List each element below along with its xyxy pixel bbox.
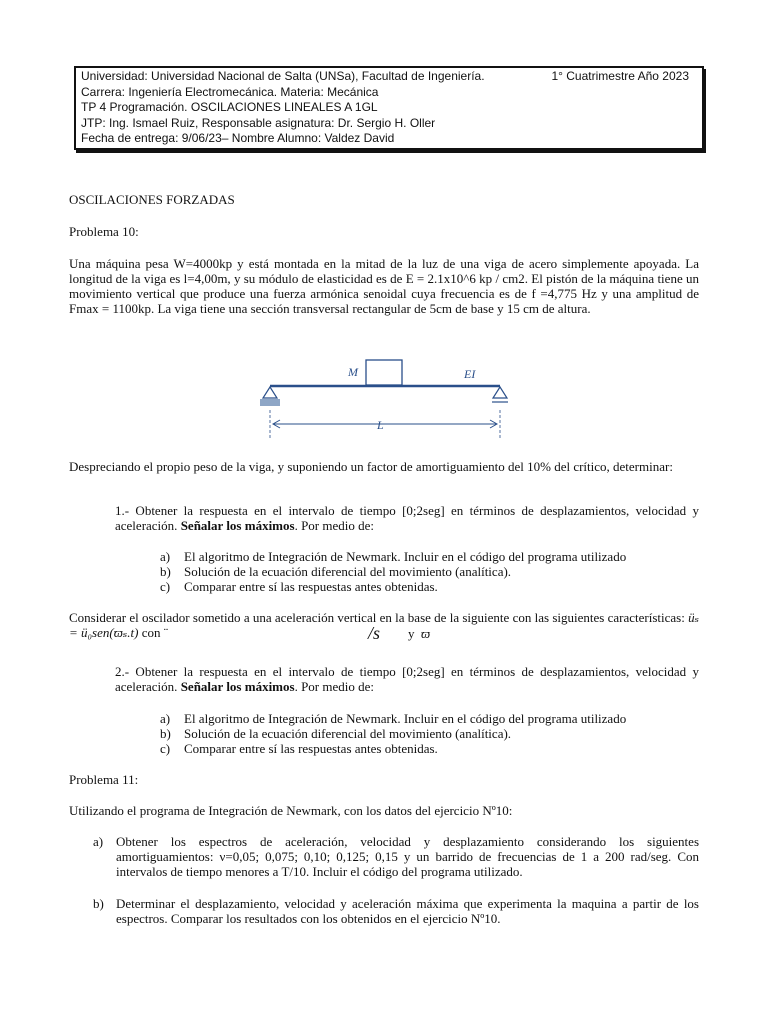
q2-item-a-marker: a) bbox=[160, 711, 171, 726]
machine-mass-box bbox=[366, 360, 402, 385]
q1-item-a bbox=[160, 549, 704, 564]
base-acceleration-desc: Considerar el oscilador sometido a una aceleración vertical en la base de la siguiente con las siguientes características: bbox=[69, 610, 685, 625]
problem11-item-b-text: Determinar el desplazamiento, velocidad y aceleración máxima que experimenta la maquina a partir de los espectros. Comparar los resultados con los obtenidos en el ejercicio Nº10. bbox=[116, 896, 699, 926]
q1-item-b bbox=[160, 564, 704, 579]
left-support-base bbox=[260, 399, 280, 406]
q1-item-c-text: Comparar entre sí las respuestas antes obtenidas. bbox=[184, 579, 438, 594]
base-acceleration-dots: ¨ bbox=[163, 625, 169, 640]
q2-item-a-text: El algoritmo de Integración de Newmark. Incluir en el código del programa utilizado bbox=[184, 711, 627, 726]
header-staff: JTP: Ing. Ismael Ruiz, Responsable asignatura: Dr. Sergio H. Oller bbox=[81, 115, 436, 130]
section-title: OSCILACIONES FORZADAS bbox=[69, 192, 235, 207]
problem10-title: Problema 10: bbox=[69, 224, 139, 239]
question-2-suffix: . Por medio de: bbox=[294, 679, 375, 694]
header-delivery: Fecha de entrega: 9/06/23– Nombre Alumno: Valdez David bbox=[81, 131, 395, 145]
problem11-item-a-marker: a) bbox=[93, 834, 104, 849]
q1-item-b-marker: b) bbox=[160, 564, 171, 579]
base-acceleration-y: y bbox=[408, 626, 415, 641]
base-acceleration-formula: üₛ = ü₀sen(ϖₛ.t) bbox=[69, 610, 699, 640]
problem10-intro: Despreciando el propio peso de la viga, y suponiendo un factor de amortiguamiento del 10% del crítico, determinar: bbox=[69, 459, 673, 474]
base-acceleration-con: con bbox=[141, 625, 161, 640]
q2-item-c bbox=[160, 741, 704, 756]
header-semester: 1° Cuatrimestre Año 2023 bbox=[551, 69, 689, 83]
length-label: L bbox=[377, 418, 384, 432]
q1-item-c bbox=[160, 579, 704, 594]
q2-item-b bbox=[160, 726, 704, 741]
problem11-intro: Utilizando el programa de Integración de Newmark, con los datos del ejercicio Nº10: bbox=[69, 803, 513, 818]
document-header bbox=[74, 66, 704, 150]
q2-item-c-text: Comparar entre sí las respuestas antes obtenidas. bbox=[184, 741, 438, 756]
beam-figure bbox=[250, 352, 520, 442]
problem10-statement: Una máquina pesa W=4000kp y está montada en la mitad de la luz de una viga de acero simplemente apoyada. La longitud de la viga es l=4,00m, y su módulo de elasticidad es de E = 2.1x10^6 kp / cm2. El pistón de la máquina tiene un movimiento vertical que produce una fuerza armónica senoidal cuya frecuencia es de f =4,775 Hz y una amplitud de Fmax = 1100kp. La viga tiene una sección transversal rectangular de 5cm de base y 15 cm de altura. bbox=[69, 256, 699, 316]
base-acceleration-units: /s bbox=[368, 623, 381, 643]
question-1-bold: Señalar los máximos bbox=[180, 518, 295, 533]
question-2-text: 2.- Obtener la respuesta en el intervalo de tiempo [0;2seg] en términos de desplazamientos, velocidad y aceleración. bbox=[115, 664, 699, 694]
left-support bbox=[263, 387, 277, 398]
q1-item-a-marker: a) bbox=[160, 549, 171, 564]
question-1 bbox=[115, 503, 699, 533]
problem11-item-a-text: Obtener los espectros de aceleración, velocidad y desplazamiento considerando los siguientes amortiguamientos: ν=0,05; 0,075; 0,10; 0,125; 0,15 y un barrido de frecuencias de 1 a 200 rad/seg. Con intervalos de tiempo menores a T/10. Incluir el código del programa utilizado. bbox=[116, 834, 699, 879]
q1-item-b-text: Solución de la ecuación diferencial del movimiento (analítica). bbox=[184, 564, 512, 579]
q2-item-c-marker: c) bbox=[160, 741, 171, 756]
q2-item-a bbox=[160, 711, 704, 726]
question-2-bold: Señalar los máximos bbox=[180, 679, 295, 694]
question-1-suffix: . Por medio de: bbox=[294, 518, 375, 533]
base-acceleration-omega: ϖ bbox=[421, 626, 431, 641]
problem11-title: Problema 11: bbox=[69, 772, 139, 787]
problem11-item-b-marker: b) bbox=[93, 896, 104, 911]
q1-item-a-text: El algoritmo de Integración de Newmark. Incluir en el código del programa utilizado bbox=[184, 549, 627, 564]
q2-item-b-text: Solución de la ecuación diferencial del movimiento (analítica). bbox=[184, 726, 512, 741]
right-support bbox=[493, 387, 507, 398]
header-assignment: TP 4 Programación. OSCILACIONES LINEALES A 1GL bbox=[81, 100, 378, 114]
mass-label: M bbox=[348, 365, 358, 379]
beam-stiffness-label: EI bbox=[464, 367, 476, 381]
problem11-item-a bbox=[93, 834, 699, 879]
q2-item-b-marker: b) bbox=[160, 726, 171, 741]
base-acceleration-text bbox=[69, 610, 699, 643]
header-university: Universidad: Universidad Nacional de Salta (UNSa), Facultad de Ingeniería. bbox=[81, 69, 485, 83]
question-2 bbox=[115, 664, 699, 694]
question-1-text: 1.- Obtener la respuesta en el intervalo de tiempo [0;2seg] en términos de desplazamientos, velocidad y aceleración. bbox=[115, 503, 699, 533]
q1-item-c-marker: c) bbox=[160, 579, 171, 594]
problem11-item-b bbox=[93, 896, 699, 926]
header-career: Carrera: Ingeniería Electromecánica. Materia: Mecánica bbox=[81, 84, 379, 99]
